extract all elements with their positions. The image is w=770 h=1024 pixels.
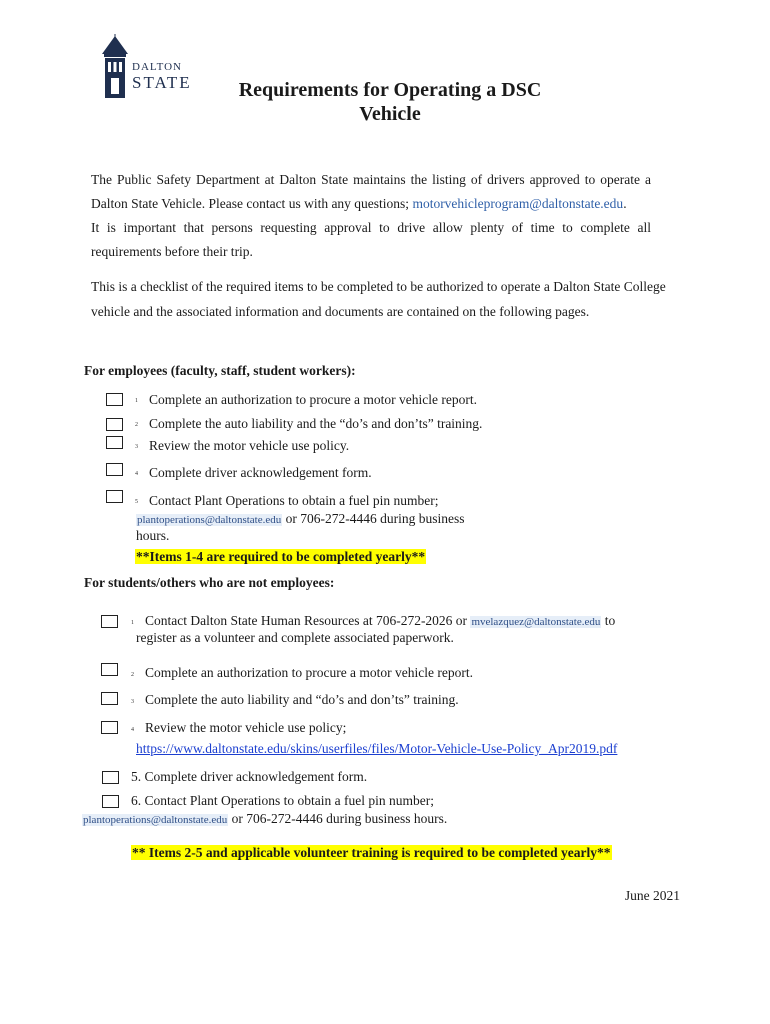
intro-line2-text: Dalton State Vehicle. Please contact us with any questions;	[91, 196, 410, 211]
employee-item-3: Review the motor vehicle use policy.	[149, 438, 350, 453]
intro-line1: The Public Safety Department at Dalton State maintains the listing of drivers approved to operate a	[91, 172, 651, 187]
student-item-number-3: 3	[131, 699, 134, 705]
title-line2: Vehicle	[359, 103, 421, 125]
student-checkbox-4[interactable]	[101, 721, 118, 734]
employee-item-number-2: 2	[135, 422, 138, 428]
document-date: June 2021	[624, 888, 680, 903]
student-checkbox-6[interactable]	[102, 795, 119, 808]
employees-heading: For employees (faculty, staff, student workers):	[84, 363, 356, 378]
employee-checkbox-1[interactable]	[106, 393, 123, 406]
employee-item-number-3: 3	[135, 444, 138, 450]
student-checkbox-2[interactable]	[101, 663, 118, 676]
employee-checkbox-5[interactable]	[106, 490, 123, 503]
employee-item-number-5: 5	[135, 499, 138, 505]
checklist-intro-line2: vehicle and the associated information and documents are contained on the following pages.	[91, 304, 590, 319]
student-checkbox-3[interactable]	[101, 692, 118, 705]
student-checkbox-5[interactable]	[102, 771, 119, 784]
student-item-number-4: 4	[131, 727, 134, 733]
intro-line3: It is important that persons requesting approval to drive allow plenty of time to complete all	[91, 220, 651, 235]
employee-item-5-line3: hours.	[136, 528, 170, 543]
employee-item-number-4: 4	[135, 471, 138, 477]
checklist-intro-line1: This is a checklist of the required items to be completed to be authorized to operate a Dalton State College	[91, 279, 666, 294]
student-item-1-after: to	[604, 613, 616, 628]
motorvehicle-email-link[interactable]: motorvehicleprogram@daltonstate.edu	[412, 196, 624, 211]
employee-item-4: Complete driver acknowledgement form.	[149, 465, 372, 480]
employee-item-2: Complete the auto liability and the “do’s and don’ts” training.	[149, 416, 483, 431]
employee-item-5: Contact Plant Operations to obtain a fuel pin number;	[149, 493, 439, 508]
mvelazquez-email-link[interactable]: mvelazquez@daltonstate.edu	[471, 616, 601, 628]
students-note	[131, 844, 612, 862]
employee-item-number-1: 1	[135, 398, 138, 404]
employee-item-5-contact	[136, 510, 464, 529]
intro-line2-end: .	[623, 196, 627, 211]
student-item-2: Complete an authorization to procure a motor vehicle report.	[145, 665, 474, 680]
student-item-number-1: 1	[131, 620, 134, 626]
logo-line1: DALTON	[132, 61, 183, 73]
student-item-6: 6. Contact Plant Operations to obtain a fuel pin number;	[131, 793, 434, 808]
students-note-highlight: ** Items 2-5 and applicable volunteer training is required to be completed yearly**	[132, 845, 611, 860]
policy-url-line	[136, 740, 617, 758]
employee-checkbox-2[interactable]	[106, 418, 123, 431]
employee-item-5-rest: or 706-272-4446 during business	[282, 511, 465, 526]
student-item-1-text: Contact Dalton State Human Resources at 706-272-2026 or	[145, 613, 468, 628]
employees-note	[135, 548, 426, 566]
logo-line2: STATE	[132, 73, 192, 92]
intro-line2	[91, 192, 627, 216]
student-item-number-2: 2	[131, 672, 134, 678]
student-item-3: Complete the auto liability and “do’s and don’ts” training.	[145, 692, 459, 707]
intro-line4: requirements before their trip.	[91, 244, 253, 259]
employees-note-highlight: **Items 1-4 are required to be completed yearly**	[136, 549, 426, 564]
motor-vehicle-policy-link[interactable]: https://www.daltonstate.edu/skins/userfiles/files/Motor-Vehicle-Use-Policy_Apr2019.pdf	[136, 741, 618, 756]
student-checkbox-1[interactable]	[101, 615, 118, 628]
plantoperations-email-link-2[interactable]: plantoperations@daltonstate.edu	[83, 814, 228, 826]
employee-checkbox-3[interactable]	[106, 436, 123, 449]
student-item-6-contact	[82, 810, 447, 829]
student-item-6-rest: or 706-272-4446 during business hours.	[228, 811, 448, 826]
page-title	[0, 78, 770, 126]
title-line1: Requirements for Operating a DSC	[238, 79, 542, 101]
students-heading: For students/others who are not employees:	[84, 575, 335, 590]
employee-item-1: Complete an authorization to procure a motor vehicle report.	[149, 392, 478, 407]
student-item-1-line2: register as a volunteer and complete associated paperwork.	[136, 630, 454, 645]
employee-checkbox-4[interactable]	[106, 463, 123, 476]
student-item-4: Review the motor vehicle use policy;	[145, 720, 347, 735]
plantoperations-email-link[interactable]: plantoperations@daltonstate.edu	[137, 514, 282, 526]
student-item-5: 5. Complete driver acknowledgement form.	[131, 769, 368, 784]
